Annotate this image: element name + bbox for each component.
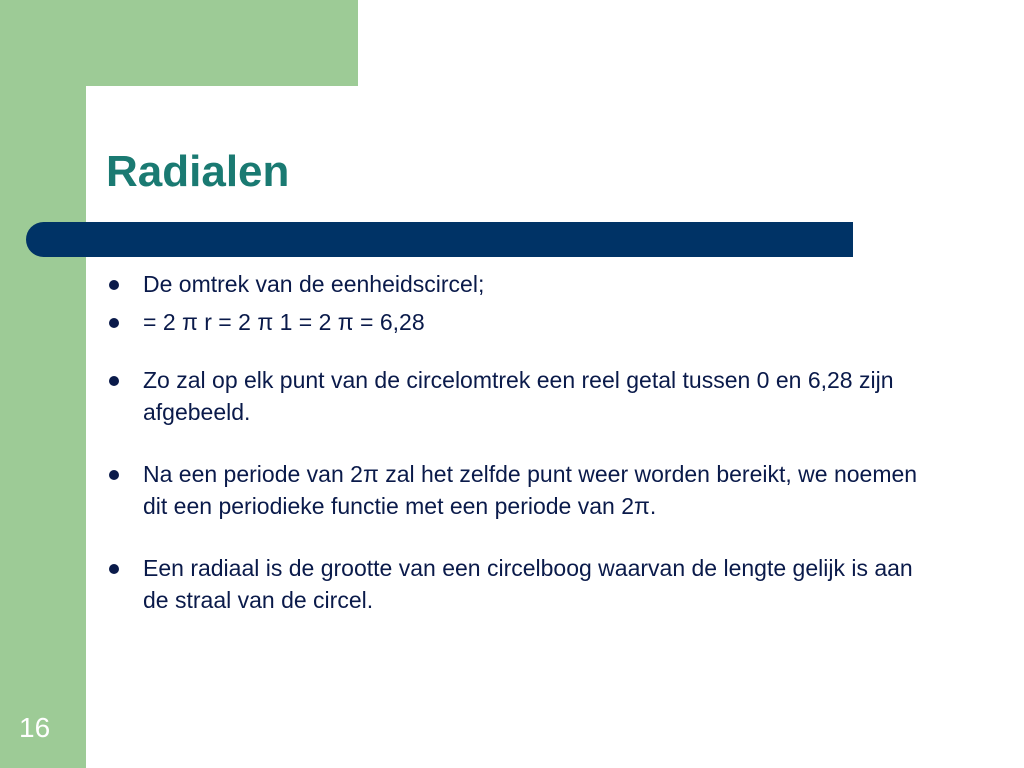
bullet-dot-icon	[109, 564, 119, 574]
bullet-text: De omtrek van de eenheidscircel;	[143, 271, 485, 297]
bullet-dot-icon	[109, 376, 119, 386]
slide-title: Radialen	[106, 147, 290, 196]
green-side-band	[0, 0, 86, 768]
bullet-item	[107, 458, 937, 522]
bullet-text: Een radiaal is de grootte van een circelboog waarvan de lengte gelijk is aan de straal van de circel.	[143, 555, 913, 613]
bullet-item	[107, 552, 937, 616]
page-number: 16	[19, 712, 51, 743]
bullet-text: = 2 π r = 2 π 1 = 2 π = 6,28	[143, 309, 425, 335]
bullet-item	[107, 268, 937, 300]
bullet-item	[107, 364, 937, 428]
bullet-dot-icon	[109, 280, 119, 290]
green-top-block	[0, 0, 358, 86]
bullet-dot-icon	[109, 318, 119, 328]
bullet-text: Na een periode van 2π zal het zelfde punt weer worden bereikt, we noemen dit een periodieke functie met een periode van 2π.	[143, 461, 918, 519]
bullet-text: Zo zal op elk punt van de circelomtrek een reel getal tussen 0 en 6,28 zijn afgebeeld.	[143, 367, 894, 425]
bullet-dot-icon	[109, 470, 119, 480]
bullet-list	[107, 268, 937, 616]
bullet-item	[107, 306, 937, 338]
title-underline-bar	[26, 222, 853, 257]
